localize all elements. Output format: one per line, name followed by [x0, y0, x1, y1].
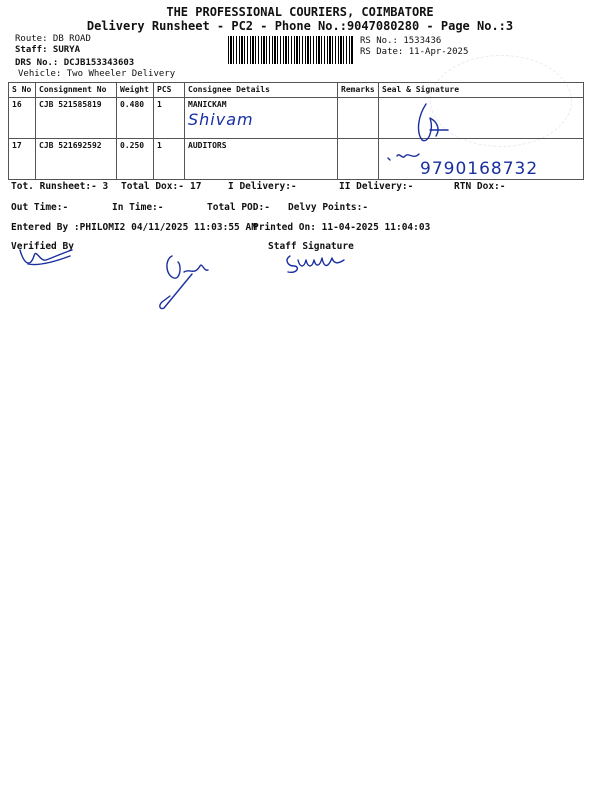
table-header-row	[9, 83, 584, 98]
staff-label: Staff: SURYA	[15, 45, 81, 55]
col-seal: Seal & Signature	[379, 83, 584, 98]
cell-remarks	[338, 139, 379, 180]
in-time: In Time:-	[112, 202, 164, 213]
verified-signature	[14, 242, 78, 270]
col-consignment: Consignment No	[36, 83, 117, 98]
staff-signature	[280, 250, 350, 278]
cell-consignment: CJB 521692592	[36, 139, 117, 180]
total-dox-value: 17	[190, 181, 202, 192]
tot-runsheet: Tot. Runsheet:- 3	[11, 181, 109, 192]
col-pcs: PCS	[154, 83, 185, 98]
drs-number: DRS No.: DCJB153343603	[15, 58, 135, 68]
entered-by: Entered By :PHILOMI2 04/11/2025 11:03:55 AM	[11, 222, 257, 233]
center-signature	[150, 252, 220, 314]
cell-weight: 0.480	[117, 98, 154, 139]
total-dox-label: Total Dox:-	[121, 181, 184, 192]
handwritten-phone: 9790168732	[420, 159, 539, 179]
verified-by-label: Verified By	[11, 241, 74, 252]
out-time: Out Time:-	[11, 202, 69, 213]
cell-pcs: 1	[154, 98, 185, 139]
cell-pcs: 1	[154, 139, 185, 180]
i-delivery: I Delivery:-	[228, 181, 297, 192]
handwritten-name: Shivam	[188, 110, 254, 129]
rtn-dox: RTN Dox:-	[454, 181, 506, 192]
barcode	[228, 36, 354, 64]
total-pod: Total POD:-	[207, 202, 270, 213]
page-title: THE PROFESSIONAL COURIERS, COIMBATORE	[166, 5, 434, 19]
printed-on: Printed On: 11-04-2025 11:04:03	[253, 222, 431, 233]
table-row	[9, 98, 584, 139]
cell-consignee: MANICKAM	[185, 98, 338, 139]
page-subtitle: Delivery Runsheet - PC2 - Phone No.:9047080280 - Page No.:3	[86, 19, 514, 33]
cell-sno: 17	[9, 139, 36, 180]
row1-signature	[408, 100, 458, 146]
cell-consignment: CJB 521585819	[36, 98, 117, 139]
rs-number: RS No.: 1533436	[360, 36, 442, 46]
col-weight: Weight	[117, 83, 154, 98]
cell-sno: 16	[9, 98, 36, 139]
ii-delivery: II Delivery:-	[339, 181, 414, 192]
cell-weight: 0.250	[117, 139, 154, 180]
col-consignee: Consignee Details	[185, 83, 338, 98]
rs-date: RS Date: 11-Apr-2025	[360, 47, 469, 57]
delvy-points: Delvy Points:-	[288, 202, 369, 213]
col-remarks: Remarks	[338, 83, 379, 98]
cell-remarks	[338, 98, 379, 139]
row2-initial-mark	[385, 148, 425, 166]
vehicle-label: Vehicle: Two Wheeler Delivery	[18, 69, 176, 79]
route-label: Route: DB ROAD	[15, 34, 91, 44]
col-sno: S No	[9, 83, 36, 98]
cell-consignee: AUDITORS	[185, 139, 338, 180]
staff-signature-label: Staff Signature	[268, 241, 354, 252]
